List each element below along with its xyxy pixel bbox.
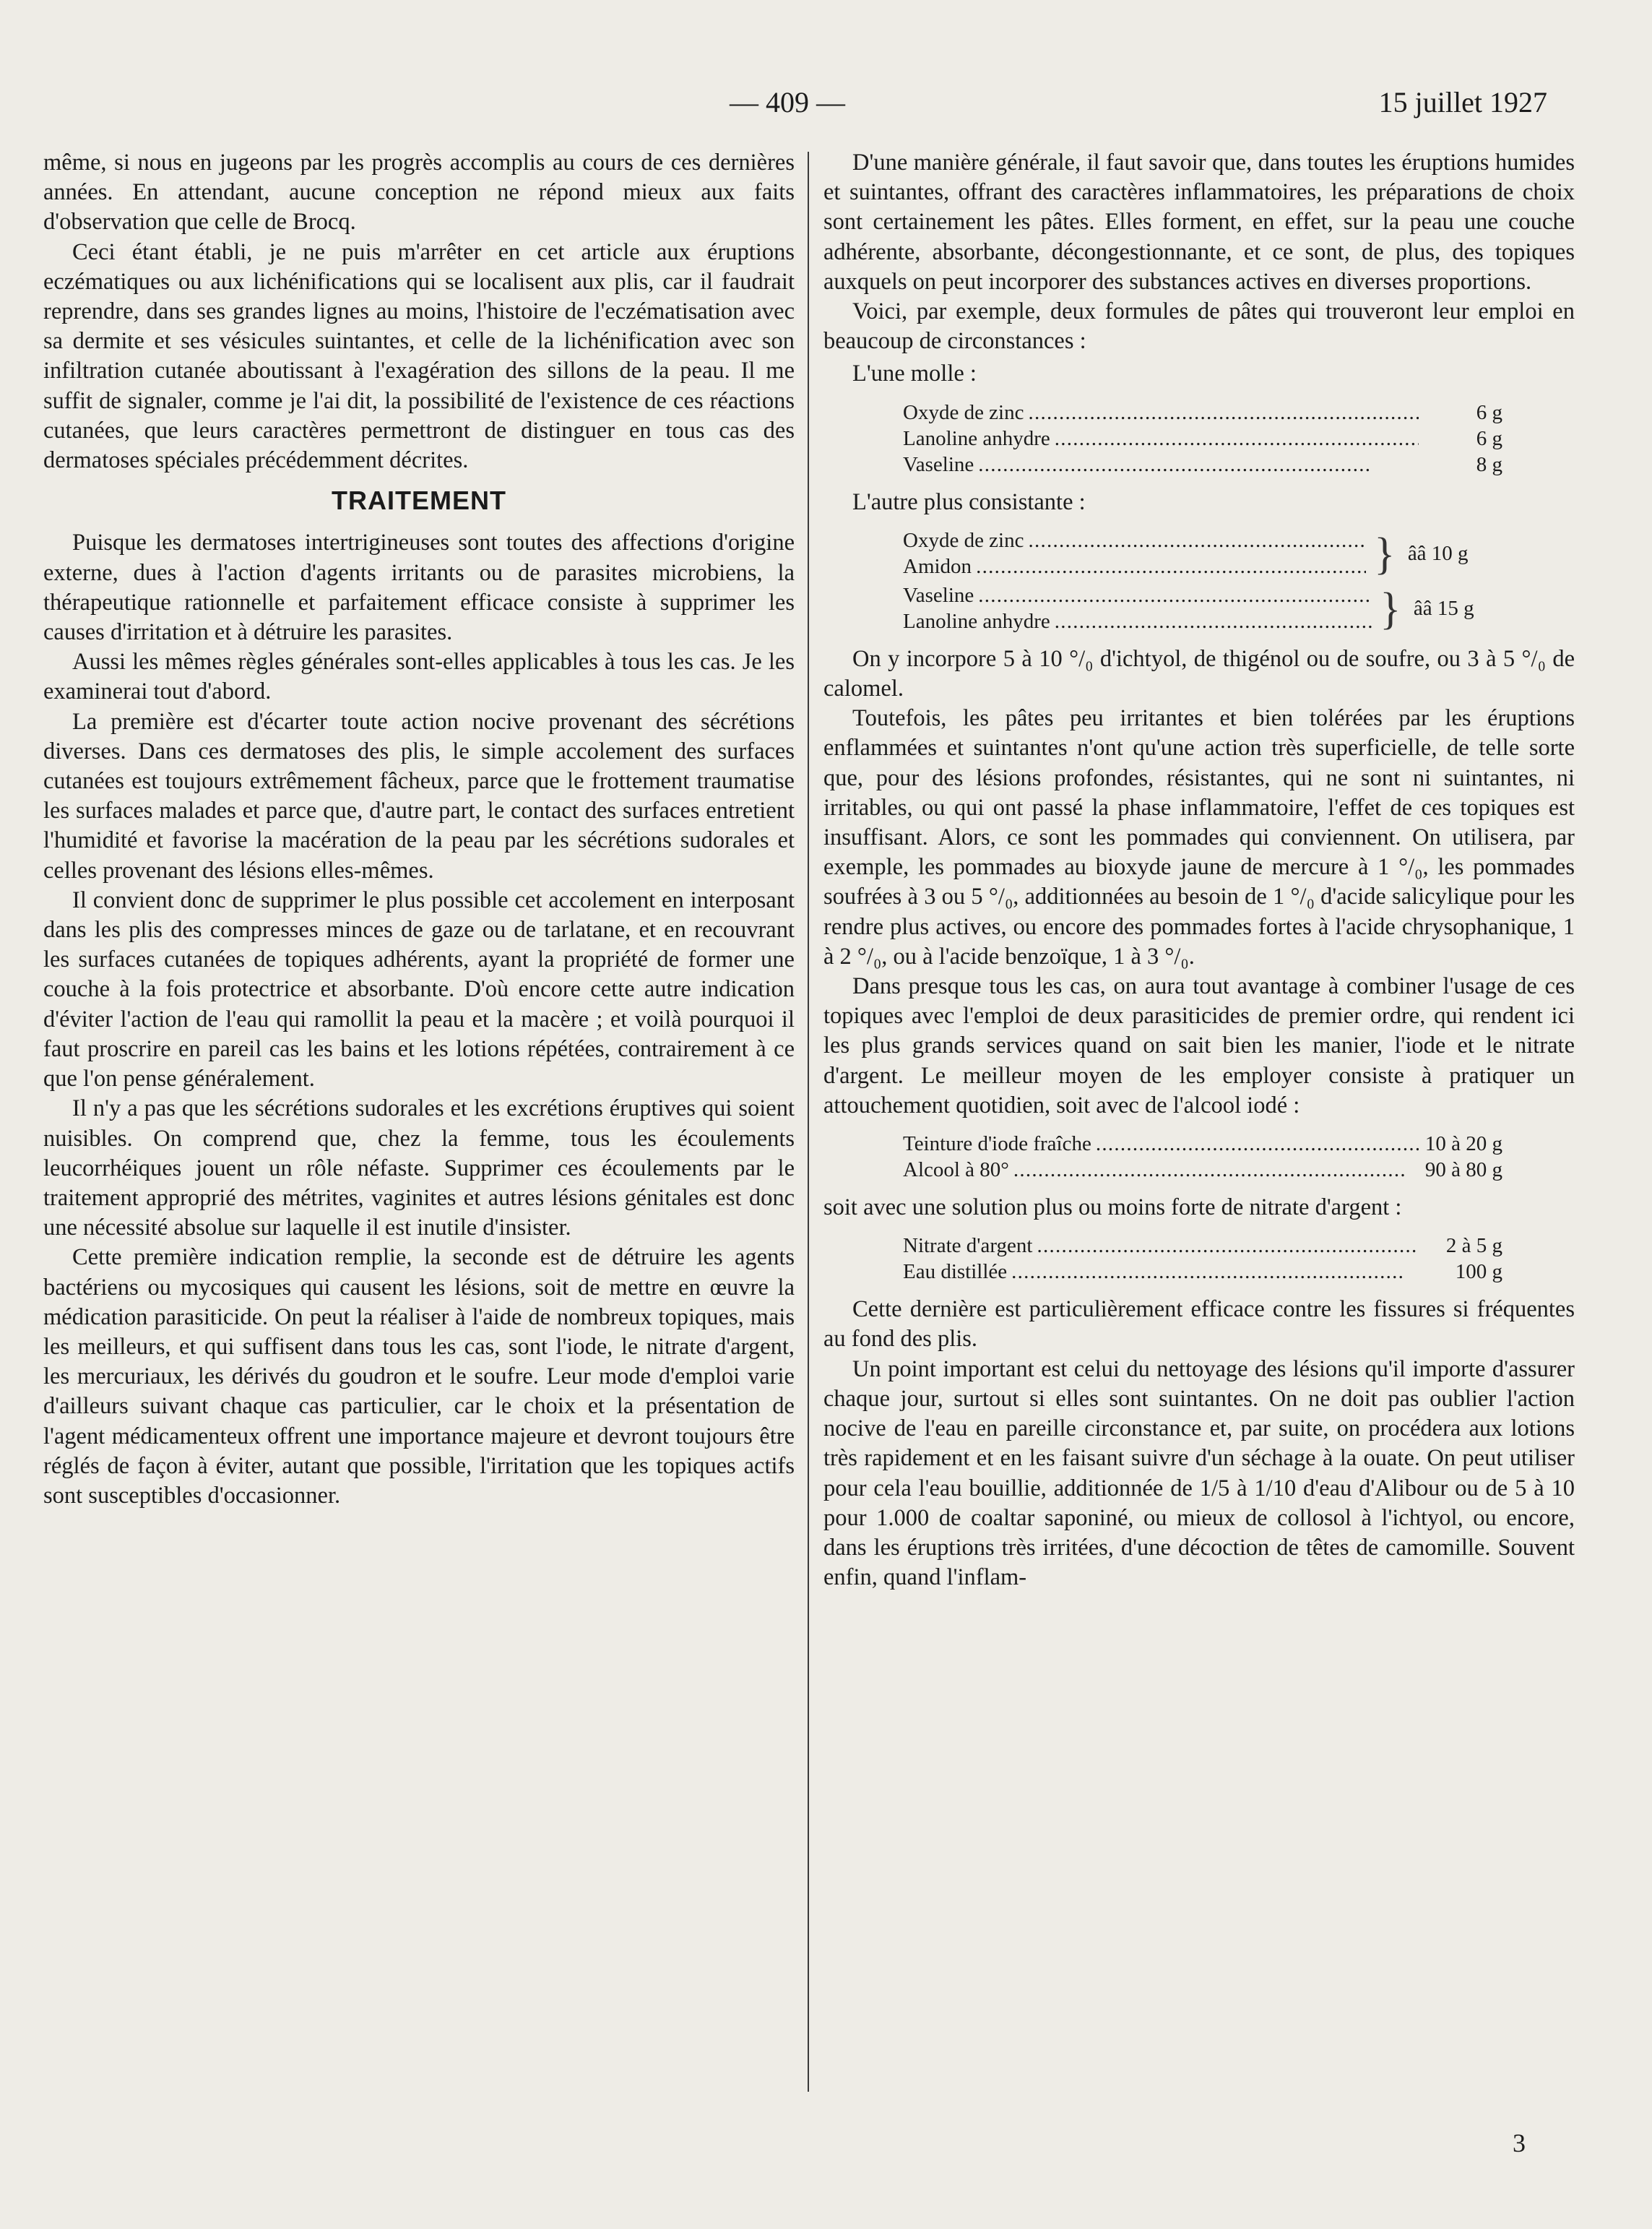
paragraph: Il n'y a pas que les sécrétions sudorales et les excrétions éruptives qui soient nuisibles. On comprend que, chez la femme, tous les écoulements leucorrhéiques jouent un rôle néfaste. Supprimer ces écoulements par le traitement approprié des métrites, vaginites et autres lésions génitales est donc une nécessité absolue sur laquelle il est inutile d'insister. [43,1095,795,1241]
formula-row [903,1259,1502,1285]
paragraph: La première est d'écarter toute action nocive provenant des sécrétions diverses. Dans ces dermatoses des plis, le simple accolement des surfaces cutanées est toujours extrêmement fâcheux, parce que le frottement traumatise les surfaces malades et parce que, d'autre part, le contact des surfaces entretient l'humidité et favorise la macération de la peau par les sécrétions sudorales et celles provenant des lésions elles-mêmes. [43,708,795,884]
formula-silver-nitrate [903,1233,1502,1285]
leader-dots [1029,527,1366,553]
paragraph: Dans presque tous les cas, on aura tout avantage à combiner l'usage de ces topiques avec l'emploi de deux parasiticides de premier ordre, qui rendent ici les plus grands services quand on sait bien les manier, l'iode et le nitrate d'argent. Le meilleur moyen de les employer consiste à pratiquer un attouchement quotidien, soit avec de l'alcool iodé : [823,973,1575,1118]
formula-group [903,527,1502,579]
paragraph: Cette première indication remplie, la seconde est de détruire les agents bactériens ou mycosiques qui causent les lésions, soit de mettre en œuvre la médication parasiticide. On peut la réaliser à l'aide de nombreux topiques, mais les meilleurs, et qui suffisent dans tous les cas, sont l'iode, le nitrate d'argent, les mercuriaux, les dérivés du goudron et le soufre. Leur mode d'emploi varie d'ailleurs suivant chaque cas particulier, car le choix et la présentation de l'agent médicamenteux offrent une importance majeure et devront toujours être réglés de façon à éviter, autant que possible, l'irritation que les topiques actifs sont susceptibles d'occasionner. [43,1244,795,1509]
brace-glyph: } [1380,583,1401,634]
ingredient-qty: ââ 10 g [1407,541,1469,565]
ingredient-name: Oxyde de zinc [903,528,1024,552]
formula-row [903,1157,1502,1183]
leader-dots [1055,608,1372,634]
ingredient-name: Lanoline anhydre [903,426,1050,450]
ingredient-name: Alcool à 80° [903,1158,1009,1182]
paragraph: Un point important est celui du nettoyage des lésions qu'il importe d'assurer chaque jour, surtout si elles sont suintantes. On ne doit pas oublier l'action nocive de l'eau en pareille circonstance et, par suite, on procédera aux lotions très rapidement et en les faisant suivre d'un séchage à la ouate. On peut utiliser pour cela l'eau bouillie, additionnée de 1/5 à 1/10 d'eau d'Alibour ou de 5 à 10 pour 1.000 de coaltar saponiné, ou mieux de collosol à l'ichtyol, ou encore, dans les éruptions très irritées, d'une décoction de têtes de camomille. Souvent enfin, quand l'inflam- [823,1355,1575,1591]
leader-dots [1011,1259,1419,1285]
ingredient-name: Vaseline [903,452,974,476]
ingredient-name: Nitrate d'argent [903,1234,1033,1258]
ingredient-name: Lanoline anhydre [903,609,1050,633]
formula-row [903,426,1502,452]
left-column [43,148,795,1511]
right-column [823,148,1575,1592]
formula-iodine [903,1131,1502,1183]
ingredient-qty: ââ 15 g [1413,596,1474,620]
paragraph: Voici, par exemple, deux formules de pâtes qui trouveront leur emploi en beaucoup de circonstances : [823,298,1575,355]
ingredient-name: Oxyde de zinc [903,400,1024,424]
leader-dots [978,582,1372,608]
paragraph: Cette dernière est particulièrement efficace contre les fissures si fréquentes au fond des plis. [823,1296,1575,1353]
formula-row [903,1233,1502,1259]
leader-dots [976,553,1366,579]
paragraph: Ceci étant établi, je ne puis m'arrêter en cet article aux éruptions eczématiques ou aux lichénifications qui se localisent aux plis, car il faudrait reprendre, dans ses grandes lignes au moins, l'histoire de l'eczématisation avec sa dermite et ses vésicules suintantes, et celle de la lichénification avec son infiltration cutanée aboutissant à l'exagération des sillons de la peau. Il me suffit de signaler, comme je l'ai dit, la possibilité de l'existence de ces réactions cutanées, que leurs caractères permettront de distinguer en tous cas des dermatoses spéciales précédemment décrites. [43,238,795,474]
paragraph: On y incorpore 5 à 10 °/₀ d'ichtyol, de thigénol ou de soufre, ou 3 à 5 °/₀ de calomel. [823,645,1575,702]
formula-row [903,452,1502,478]
ingredient-name: Eau distillée [903,1260,1008,1284]
ingredient-qty: 2 à 5 g [1445,1234,1502,1258]
formula-soft-paste [903,400,1502,478]
paragraph: même, si nous en jugeons par les progrès accomplis au cours de ces dernières années. En attendant, aucune conception ne répond mieux aux faits d'observation que celle de Brocq. [43,150,795,236]
formula-firm-paste [903,527,1502,634]
leader-dots [1055,426,1419,452]
formula-label: L'autre plus consistante : [852,488,1086,515]
formula-group [903,582,1502,634]
leader-dots [1029,400,1419,426]
formula-row [903,1131,1502,1157]
ingredient-qty: 10 à 20 g [1424,1132,1502,1156]
formula-row [903,553,1370,579]
paragraph: Aussi les mêmes règles générales sont-elles applicables à tous les cas. Je les examinerai tout d'abord. [43,649,795,705]
section-heading: TRAITEMENT [332,486,506,516]
ingredient-name: Teinture d'iode fraîche [903,1132,1091,1156]
folio-number: 3 [1513,2129,1526,2157]
column-divider [808,152,809,2092]
ingredient-name: Amidon [903,554,972,578]
ingredient-qty: 6 g [1476,400,1502,424]
ingredient-name: Vaseline [903,583,974,607]
ingredient-qty: 6 g [1476,426,1502,450]
brace-glyph: } [1374,528,1396,579]
formula-label: L'une molle : [852,361,977,387]
issue-date: 15 juillet 1927 [1378,86,1547,118]
leader-dots [1013,1157,1419,1183]
paragraph: Puisque les dermatoses intertrigineuses sont toutes des affections d'origine externe, dues à l'action d'agents irritants ou de parasites microbiens, la thérapeutique rationnelle et parfaitement efficace consiste à supprimer les causes d'irritation et à détruire les parasites. [43,530,795,646]
leader-dots [978,452,1419,478]
paragraph: Il convient donc de supprimer le plus possible cet accolement en interposant dans les plis des compresses minces de gaze ou de tarlatane, et en recouvrant les surfaces cutanées de topiques adhérents, ayant la propriété de former une couche à la fois protectrice et absorbante. D'où encore cette autre indication d'éviter l'action de l'eau qui ramollit la peau et la macère ; et voilà pourquoi il faut proscrire en pareil cas les bains et les lotions répétées, contrairement à ce que l'on pense généralement. [43,887,795,1092]
paragraph: soit avec une solution plus ou moins forte de nitrate d'argent : [823,1194,1402,1221]
formula-row [903,527,1370,553]
leader-dots [1096,1131,1419,1157]
formula-row [903,400,1502,426]
page-header [0,85,1652,129]
ingredient-qty: 100 g [1455,1260,1502,1284]
page-number: — 409 — [730,86,845,118]
leader-dots [1037,1233,1419,1259]
formula-row [903,608,1376,634]
formula-row [903,582,1376,608]
paragraph: Toutefois, les pâtes peu irritantes et bien tolérées par les éruptions enflammées et suintantes n'ont qu'une action très superficielle, de telle sorte que, pour des lésions profondes, résistantes, qui ne sont ni suintantes, ni irritables, ou qui ont passé la phase inflammatoire, l'effet de ces topiques est insuffisant. Alors, ce sont les pommades qui conviennent. On utilisera, par exemple, les pommades au bioxyde jaune de mercure à 1 °/₀, les pommades soufrées à 3 ou 5 °/₀, additionnées au besoin de 1 °/₀ d'acide salicylique pour les rendre plus actives, ou encore des pommades fortes à l'acide chrysophanique, 1 à 2 °/₀, ou à l'acide benzoïque, 1 à 3 °/₀. [823,705,1575,970]
ingredient-qty: 8 g [1476,452,1502,476]
paragraph: D'une manière générale, il faut savoir que, dans toutes les éruptions humides et suintantes, offrant des caractères inflammatoires, les préparations de choix sont certainement les pâtes. Elles forment, en effet, sur la peau une couche adhérente, absorbante, décongestionnante, et ce sont, de plus, des topiques auxquels on peut incorporer des substances actives en diverses proportions. [823,150,1575,295]
ingredient-qty: 90 à 80 g [1424,1158,1502,1182]
